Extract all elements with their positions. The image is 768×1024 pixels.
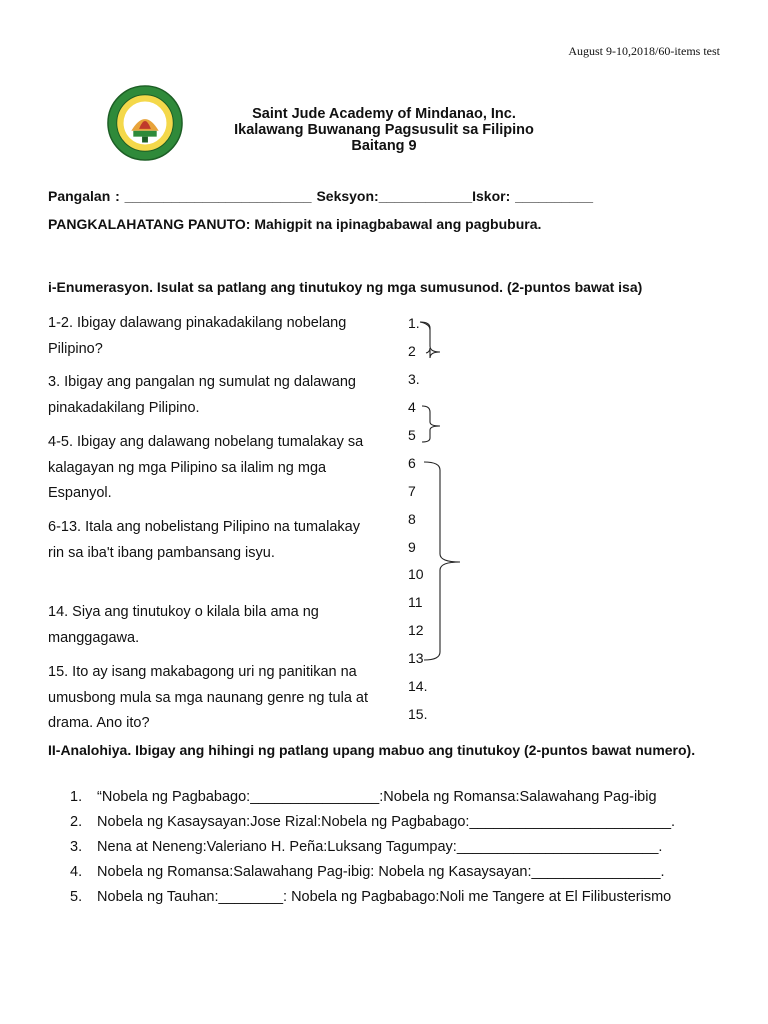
- answer-number-9: 9: [408, 539, 416, 555]
- answer-number-7: 7: [408, 483, 416, 499]
- exam-title: Ikalawang Buwanang Pagsusulit sa Filipino: [234, 122, 534, 138]
- answer-number-13: 13: [408, 650, 424, 666]
- grade-level: Baitang 9: [351, 138, 417, 154]
- answer-number-11: 11: [408, 594, 423, 610]
- analogy-item: [70, 864, 665, 880]
- section2-title: II-Analohiya. Ibigay ang hihingi ng patlang upang mabuo ang tinutukoy (2-puntos bawat numero).: [48, 742, 696, 758]
- answer-number-14: 14.: [408, 678, 428, 694]
- answer-number-8: 8: [408, 511, 416, 527]
- analogy-number: 1.: [70, 789, 83, 805]
- test-date-note: August 9-10,2018/60-items test: [568, 44, 720, 58]
- analogy-item: [70, 889, 671, 905]
- analogy-text: Nobela ng Romansa:Salawahang Pag-ibig: Nobela ng Kasaysayan:________________.: [97, 864, 665, 880]
- answer-brackets: [404, 310, 474, 670]
- analogy-item: [70, 789, 657, 805]
- question-6-13: 6-13. Itala ang nobelistang Pilipino na tumalakay rin sa iba't ibang pambansang isyu.: [48, 519, 360, 561]
- analogy-text: “Nobela ng Pagbabago:________________:Nobela ng Romansa:Salawahang Pag-ibig: [97, 789, 657, 805]
- answer-number-2: 2: [408, 343, 416, 359]
- question-3: 3. Ibigay ang pangalan ng sumulat ng dalawang pinakadakilang Pilipino.: [48, 374, 356, 416]
- analogy-number: 5.: [70, 889, 83, 905]
- analogy-text: Nobela ng Tauhan:________: Nobela ng Pagbabago:Noli me Tangere at El Filibusterismo: [97, 889, 672, 905]
- general-instruction: PANGKALAHATANG PANUTO: Mahigpit na ipinagbabawal ang pagbubura.: [48, 216, 542, 232]
- answer-number-4: 4: [408, 399, 416, 415]
- question-1-2: 1-2. Ibigay dalawang pinakadakilang nobelang Pilipino?: [48, 315, 347, 357]
- analogy-text: Nena at Neneng:Valeriano H. Peña:Luksang Tagumpay:_________________________.: [97, 839, 663, 855]
- answer-number-1: 1.: [408, 315, 420, 331]
- analogy-number: 3.: [70, 839, 83, 855]
- school-name: Saint Jude Academy of Mindanao, Inc.: [252, 106, 516, 122]
- analogy-item: [70, 839, 662, 855]
- section1-title: i-Enumerasyon. Isulat sa patlang ang tinutukoy ng mga sumusunod. (2-puntos bawat isa): [48, 279, 643, 295]
- student-info-line: Pangalan : ________________________ Seksyon:____________Iskor: __________: [48, 188, 593, 204]
- question-15: 15. Ito ay isang makabagong uri ng panitikan na umusbong mula sa mga naunang genre ng tula at drama. Ano ito?: [48, 664, 369, 731]
- answer-number-3: 3.: [408, 371, 420, 387]
- answer-number-15: 15.: [408, 706, 428, 722]
- analogy-item: [70, 814, 675, 830]
- question-14: 14. Siya ang tinutukoy o kilala bila ama ng manggagawa.: [48, 604, 319, 646]
- analogy-text: Nobela ng Kasaysayan:Jose Rizal:Nobela ng Pagbabago:_________________________.: [97, 814, 676, 830]
- answer-number-6: 6: [408, 455, 416, 471]
- answer-number-5: 5: [408, 427, 416, 443]
- bracket-6-13: [424, 462, 460, 660]
- analogy-number: 4.: [70, 864, 83, 880]
- analogy-number: 2.: [70, 814, 83, 830]
- answer-number-12: 12: [408, 622, 424, 638]
- bracket-4-5: [422, 406, 440, 442]
- question-4-5: 4-5. Ibigay ang dalawang nobelang tumalakay sa kalagayan ng mga Pilipino sa ilalim ng mga Espanyol.: [48, 434, 364, 501]
- answer-number-10: 10: [408, 566, 424, 582]
